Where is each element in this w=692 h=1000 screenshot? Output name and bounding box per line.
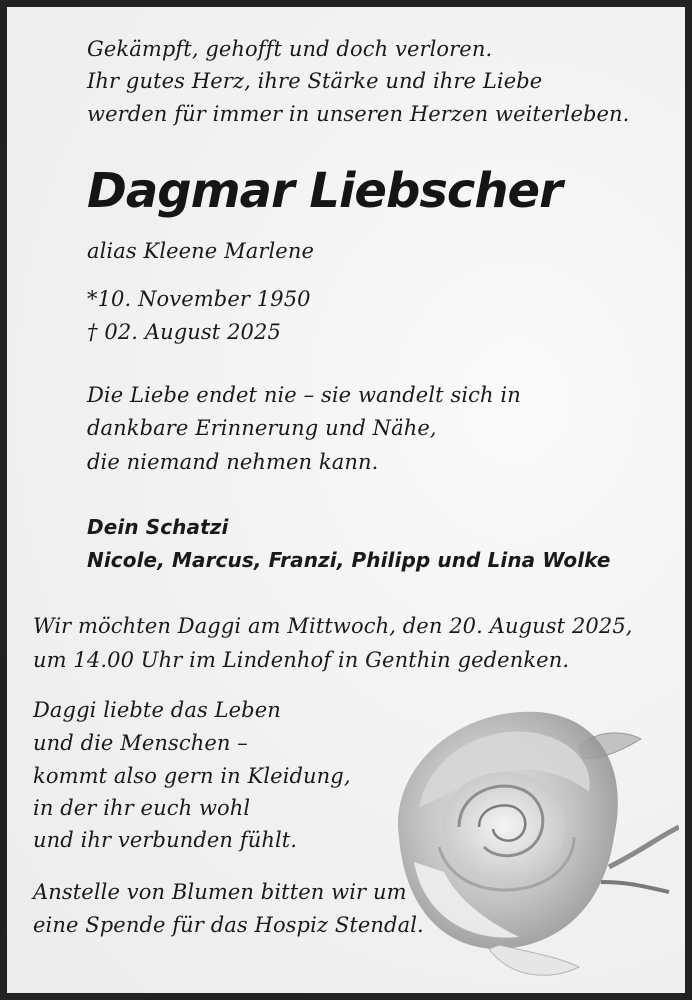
signature-line-2: Nicole, Marcus, Franzi, Philipp und Lina Wolke	[87, 548, 611, 572]
dresscode-line-2: und die Menschen –	[33, 731, 248, 755]
quote-line-3: werden für immer in unseren Herzen weiterleben.	[87, 102, 630, 126]
dresscode-line-4: in der ihr euch wohl	[33, 796, 251, 820]
verse-line-3: die niemand nehmen kann.	[87, 450, 379, 474]
dresscode-line-5: und ihr verbunden fühlt.	[33, 828, 298, 852]
death-date: † 02. August 2025	[87, 320, 281, 344]
notice-text	[7, 7, 685, 993]
verse-line-2: dankbare Erinnerung und Nähe,	[87, 416, 437, 440]
quote-line-1: Gekämpft, gehofft und doch verloren.	[87, 37, 493, 61]
dresscode-line-1: Daggi liebte das Leben	[33, 698, 281, 722]
alias: alias Kleene Marlene	[87, 239, 314, 263]
gathering-line-1: Wir möchten Daggi am Mittwoch, den 20. August 2025,	[33, 614, 633, 638]
dresscode-line-3: kommt also gern in Kleidung,	[33, 764, 351, 788]
verse-line-1: Die Liebe endet nie – sie wandelt sich in	[87, 383, 521, 407]
deceased-name: Dagmar Liebscher	[87, 163, 562, 219]
gathering-line-2: um 14.00 Uhr im Lindenhof in Genthin gedenken.	[33, 648, 570, 672]
birth-date: *10. November 1950	[87, 287, 311, 311]
donation-line-2: eine Spende für das Hospiz Stendal.	[33, 913, 424, 937]
donation-line-1: Anstelle von Blumen bitten wir um	[33, 880, 407, 904]
quote-line-2: Ihr gutes Herz, ihre Stärke und ihre Liebe	[87, 69, 543, 93]
signature-line-1: Dein Schatzi	[87, 515, 229, 539]
